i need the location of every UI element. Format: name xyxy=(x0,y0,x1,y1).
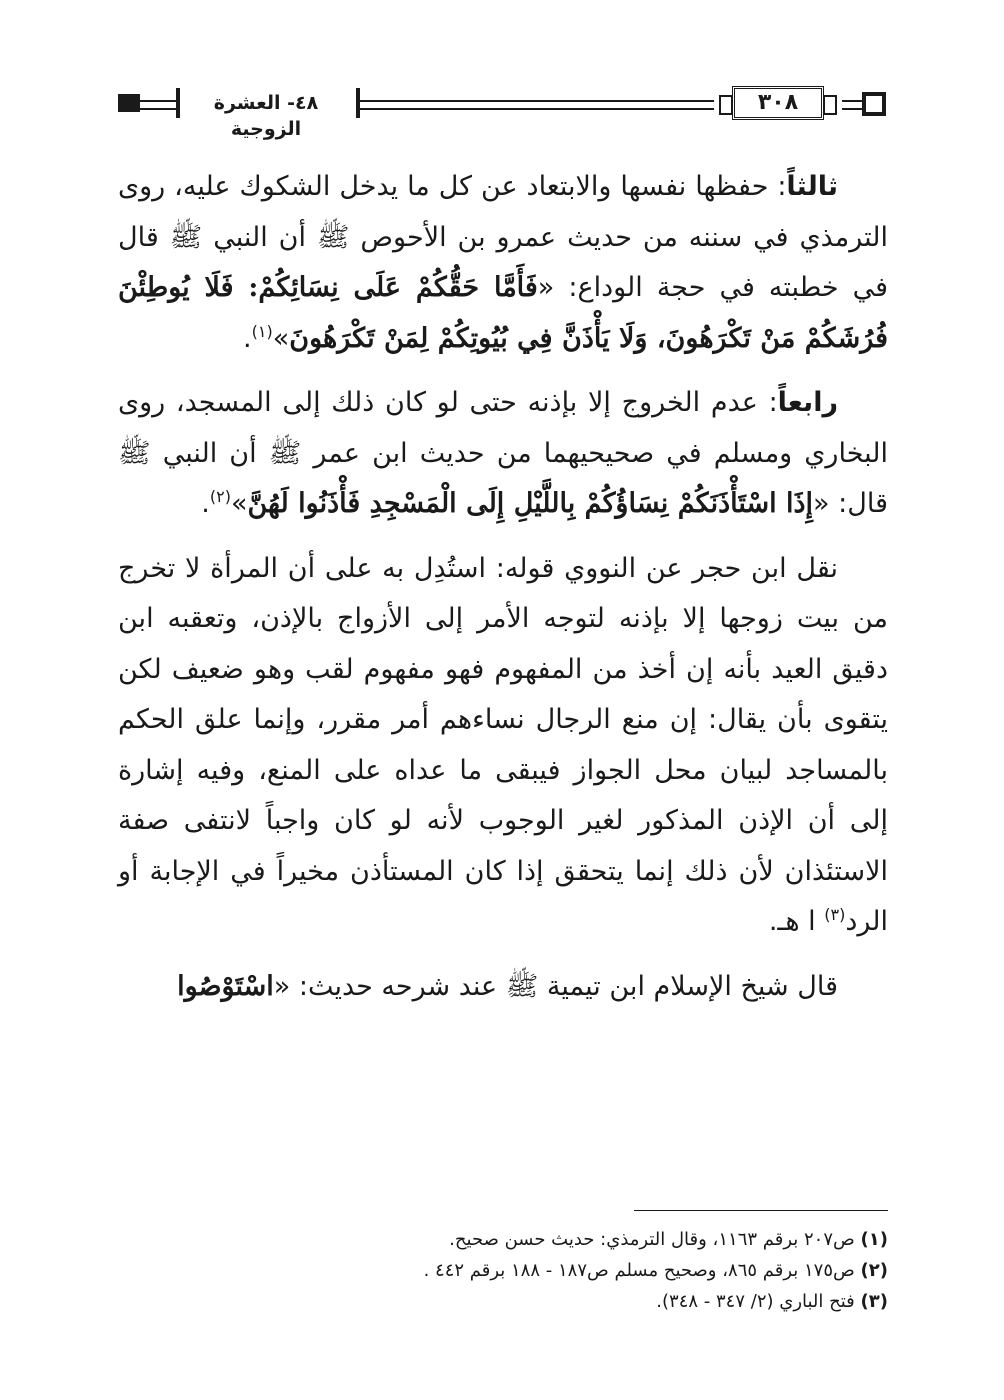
paragraph-lead: رابعاً xyxy=(777,387,838,418)
main-text xyxy=(118,162,888,1026)
header-ornament-frame xyxy=(862,92,886,116)
footnote-number: (٢) xyxy=(860,1260,888,1281)
chapter-title: ٤٨- العشرة الزوجية xyxy=(213,92,319,140)
header-rule-left xyxy=(140,100,180,110)
paragraph-end: . xyxy=(243,322,252,354)
quote-close: » xyxy=(230,488,248,519)
paragraph xyxy=(118,544,888,948)
footnote-text: ص١٧٥ برقم ٨٦٥، وصحيح مسلم ص١٨٧ - ١٨٨ برقم ٤٤٢ . xyxy=(423,1260,855,1281)
header-rule-middle xyxy=(360,100,714,110)
footnote-ref: (١) xyxy=(251,321,273,341)
header-ornament-square xyxy=(118,94,140,112)
footnotes xyxy=(118,1224,888,1317)
hadith-quote: اسْتَوْصُوا xyxy=(177,970,274,1002)
footnote xyxy=(118,1286,888,1317)
footnote xyxy=(118,1224,888,1255)
hadith-quote: فَأَمَّا حَقُّكُمْ عَلَى نِسَائِكُمْ: فَلَا يُوطِئْنَ فُرُشَكُمْ مَنْ تَكْرَهُونَ، وَلَا يَأْذَنَّ فِي بُيُوتِكُمْ لِمَنْ تَكْرَهُونَ xyxy=(118,272,888,354)
paragraph xyxy=(118,378,888,530)
paragraph-lead: ثالثاً xyxy=(786,171,838,202)
footnote-text: فتح الباري (٢/ ٣٤٧ - ٣٤٨). xyxy=(656,1291,855,1312)
paragraph xyxy=(118,162,888,364)
hadith-quote: إِذَا اسْتَأْذَنَكُمْ نِسَاؤُكُمْ بِاللَّيْلِ إِلَى الْمَسْجِدِ فَأْذَنُوا لَهُنَّ xyxy=(247,488,814,519)
paragraph-end: . xyxy=(201,488,210,519)
paragraph-end: ا هـ. xyxy=(768,906,825,937)
footnote-number: (١) xyxy=(860,1229,888,1250)
footnote-ref: (٣) xyxy=(824,905,846,924)
footnote-text: ص٢٠٧ برقم ١١٦٣، وقال الترمذي: حديث حسن صحيح. xyxy=(449,1229,855,1250)
paragraph-text: نقل ابن حجر عن النووي قوله: استُدِل به على أن المرأة لا تخرج من بيت زوجها إلا بإذنه لتوجه الأمر إلى الأزواج بالإذن، وتعقبه ابن دقيق العيد بأنه إن أخذ من المفهوم فهو مفهوم لقب وهو ضعيف لكن يتقوى بأن يقال: إن منع الرجال نساءهم أمر مقرر، وإنما علق الحكم بالمساجد لبيان محل الجواز فيبقى ما عداه على المنع، وفيه إشارة إلى أن الإذن المذكور لغير الوجوب لأنه لو كان واجباً لانتفى صفة الاستئذان لأن ذلك إنما يتحقق إذا كان المستأذن مخيراً في الإجابة أو الرد xyxy=(118,552,888,937)
page-number: ٣٠٨ xyxy=(732,86,824,120)
footnote xyxy=(118,1255,888,1286)
footnote-separator xyxy=(634,1210,888,1211)
paragraph-text: : عدم الخروج إلا بإذنه حتى لو كان ذلك إلى المسجد، روى البخاري ومسلم في صحيحيهما من حديث ابن عمر ﷺ أن النبي ﷺ قال: « xyxy=(118,387,888,519)
quote-close: » xyxy=(272,322,290,354)
paragraph-text: قال شيخ الإسلام ابن تيمية ﷺ عند شرحه حديث: « xyxy=(273,970,838,1002)
footnote-ref: (٢) xyxy=(209,487,231,506)
footnote-number: (٣) xyxy=(860,1291,888,1312)
running-header xyxy=(112,86,890,140)
paragraph-text: : حفظها نفسها والابتعاد عن كل ما يدخل الشكوك عليه، روى الترمذي في سننه من حديث عمرو بن الأحوص ﷺ أن النبي ﷺ قال في خطبته في حجة الوداع: « xyxy=(118,171,888,303)
paragraph xyxy=(118,962,888,1013)
